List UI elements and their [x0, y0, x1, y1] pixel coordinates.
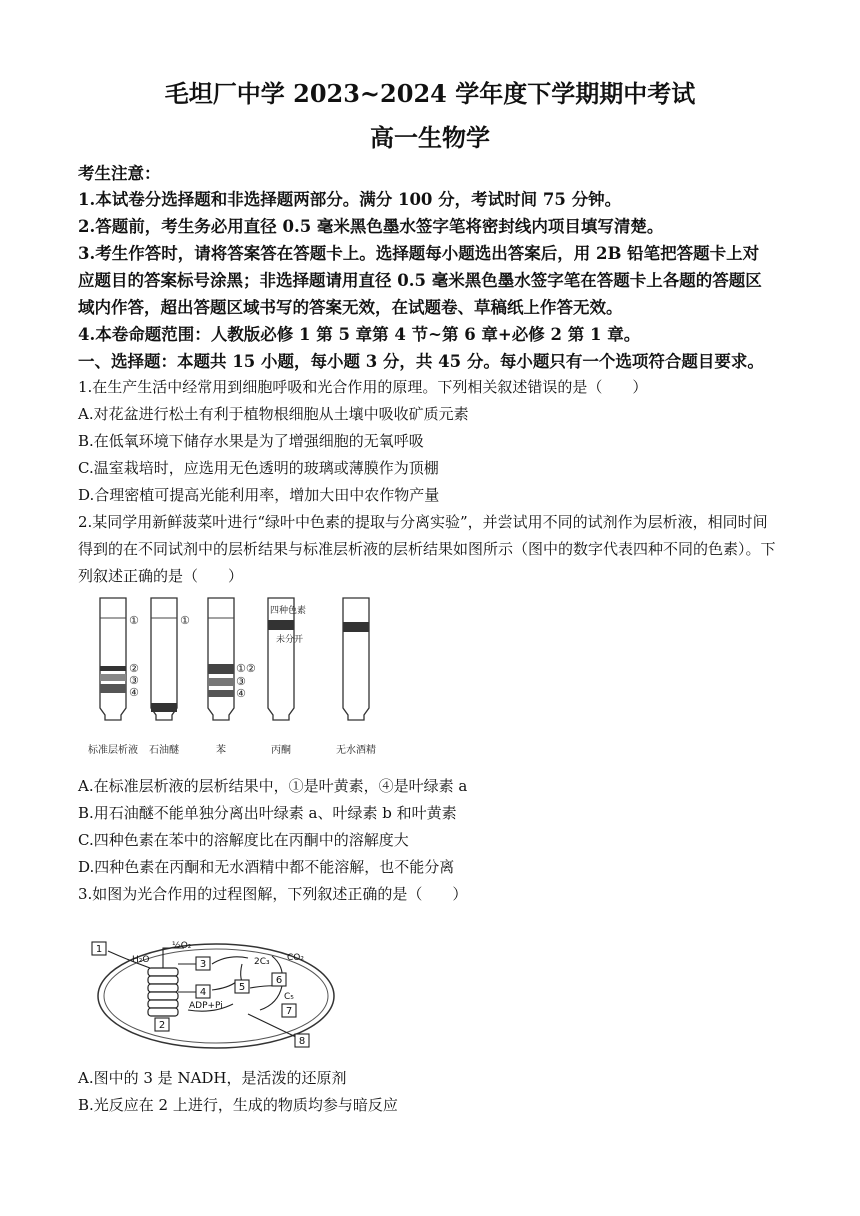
question-2-option-c: C.四种色素在苯中的溶解度比在丙酮中的溶解度大: [78, 831, 409, 849]
marker-label: ③: [129, 674, 139, 687]
notice-heading: 考生注意：: [78, 164, 161, 183]
box-label: 6: [275, 975, 283, 986]
question-2-stem: 列叙述正确的是（ ）: [78, 567, 244, 585]
question-3-stem: 3.如图为光合作用的过程图解，下列叙述正确的是（ ）: [78, 885, 468, 903]
o2-label: ½O₂: [172, 941, 192, 951]
question-1-stem: 1.在生产生活中经常用到细胞呼吸和光合作用的原理。下列相关叙述错误的是（ ）: [78, 378, 648, 396]
box-label: 4: [199, 987, 207, 998]
notice-item: 4.本卷命题范围：人教版必修 1 第 5 章第 4 节~第 6 章+必修 2 第 1 章。: [78, 325, 641, 344]
tube-label: 无水酒精: [336, 745, 376, 756]
unseparated-note: 四种色素: [270, 606, 307, 616]
box-label: 1: [95, 944, 103, 955]
question-3-option-a: A.图中的 3 是 NADH，是活泼的还原剂: [78, 1069, 347, 1087]
question-3-option-b: B.光反应在 2 上进行，生成的物质均参与暗反应: [78, 1096, 398, 1114]
exam-title: 毛坦厂中学 2023~2024 学年度下学期期中考试: [164, 79, 696, 108]
marker-label: ①②: [236, 662, 256, 675]
notice-item: 3.考生作答时，请将答案答在答题卡上。选择题每小题选出答案后，用 2B 铅笔把答题卡上对: [78, 244, 760, 263]
question-2-option-d: D.四种色素在丙酮和无水酒精中都不能溶解，也不能分离: [78, 858, 455, 876]
notice-item: 2.答题前，考生务必用直径 0.5 毫米黑色墨水签字笔将密封线内项目填写清楚。: [78, 217, 664, 236]
notice-item: 1.本试卷分选择题和非选择题两部分。满分 100 分，考试时间 75 分钟。: [78, 190, 622, 209]
question-1-option-a: A.对花盆进行松土有利于植物根细胞从土壤中吸收矿质元素: [78, 405, 469, 423]
marker-label: ①: [129, 614, 139, 627]
adp-label: ADP+Pi: [189, 1001, 223, 1011]
tube-label: 标准层析液: [88, 745, 138, 756]
box-label: 7: [285, 1006, 293, 1017]
photosynthesis-diagram: [88, 930, 348, 1055]
box-label: 5: [238, 982, 246, 993]
marker-label: ④: [236, 687, 246, 700]
marker-label: ④: [129, 686, 139, 699]
chromatography-figure: [78, 590, 418, 765]
question-1-option-d: D.合理密植可提高光能利用率，增加大田中农作物产量: [78, 486, 440, 504]
tube-label: 丙酮: [271, 745, 291, 756]
notice-item: 应题目的答案标号涂黑；非选择题请用直径 0.5 毫米黑色墨水签字笔在答题卡上各题的答题区: [78, 271, 762, 290]
section-heading: 一、选择题：本题共 15 小题，每小题 3 分，共 45 分。每小题只有一个选项符合题目要求。: [78, 352, 764, 371]
question-1-option-c: C.温室栽培时，应选用无色透明的玻璃或薄膜作为顶棚: [78, 459, 439, 477]
question-2-option-b: B.用石油醚不能单独分离出叶绿素 a、叶绿素 b 和叶黄素: [78, 804, 457, 822]
c3-label: 2C₃: [254, 957, 270, 967]
notice-item: 域内作答，超出答题区域书写的答案无效，在试题卷、草稿纸上作答无效。: [78, 298, 623, 317]
box-label: 2: [158, 1020, 166, 1031]
marker-label: ③: [236, 675, 246, 688]
tube-label: 石油醚: [149, 745, 179, 756]
question-2-stem: 2.某同学用新鲜菠菜叶进行“绿叶中色素的提取与分离实验”，并尝试用不同的试剂作为层析液，相同时间: [78, 513, 768, 531]
exam-subject: 高一生物学: [370, 123, 490, 152]
co2-label: CO₂: [287, 953, 304, 963]
tube-label: 苯: [216, 745, 226, 756]
unseparated-note: 未分开: [276, 635, 304, 645]
question-2-option-a: A.在标准层析液的层析结果中，①是叶黄素，④是叶绿素 a: [78, 777, 468, 795]
question-2-stem: 得到的在不同试剂中的层析结果与标准层析液的层析结果如图所示（图中的数字代表四种不同的色素）。下: [78, 540, 776, 558]
box-label: 8: [298, 1036, 306, 1047]
box-label: 3: [199, 959, 207, 970]
c5-label: C₅: [284, 992, 294, 1002]
marker-label: ①: [180, 614, 190, 627]
h2o-label: H₂O: [132, 955, 150, 965]
marker-label: ②: [129, 662, 139, 675]
question-1-option-b: B.在低氧环境下储存水果是为了增强细胞的无氧呼吸: [78, 432, 424, 450]
